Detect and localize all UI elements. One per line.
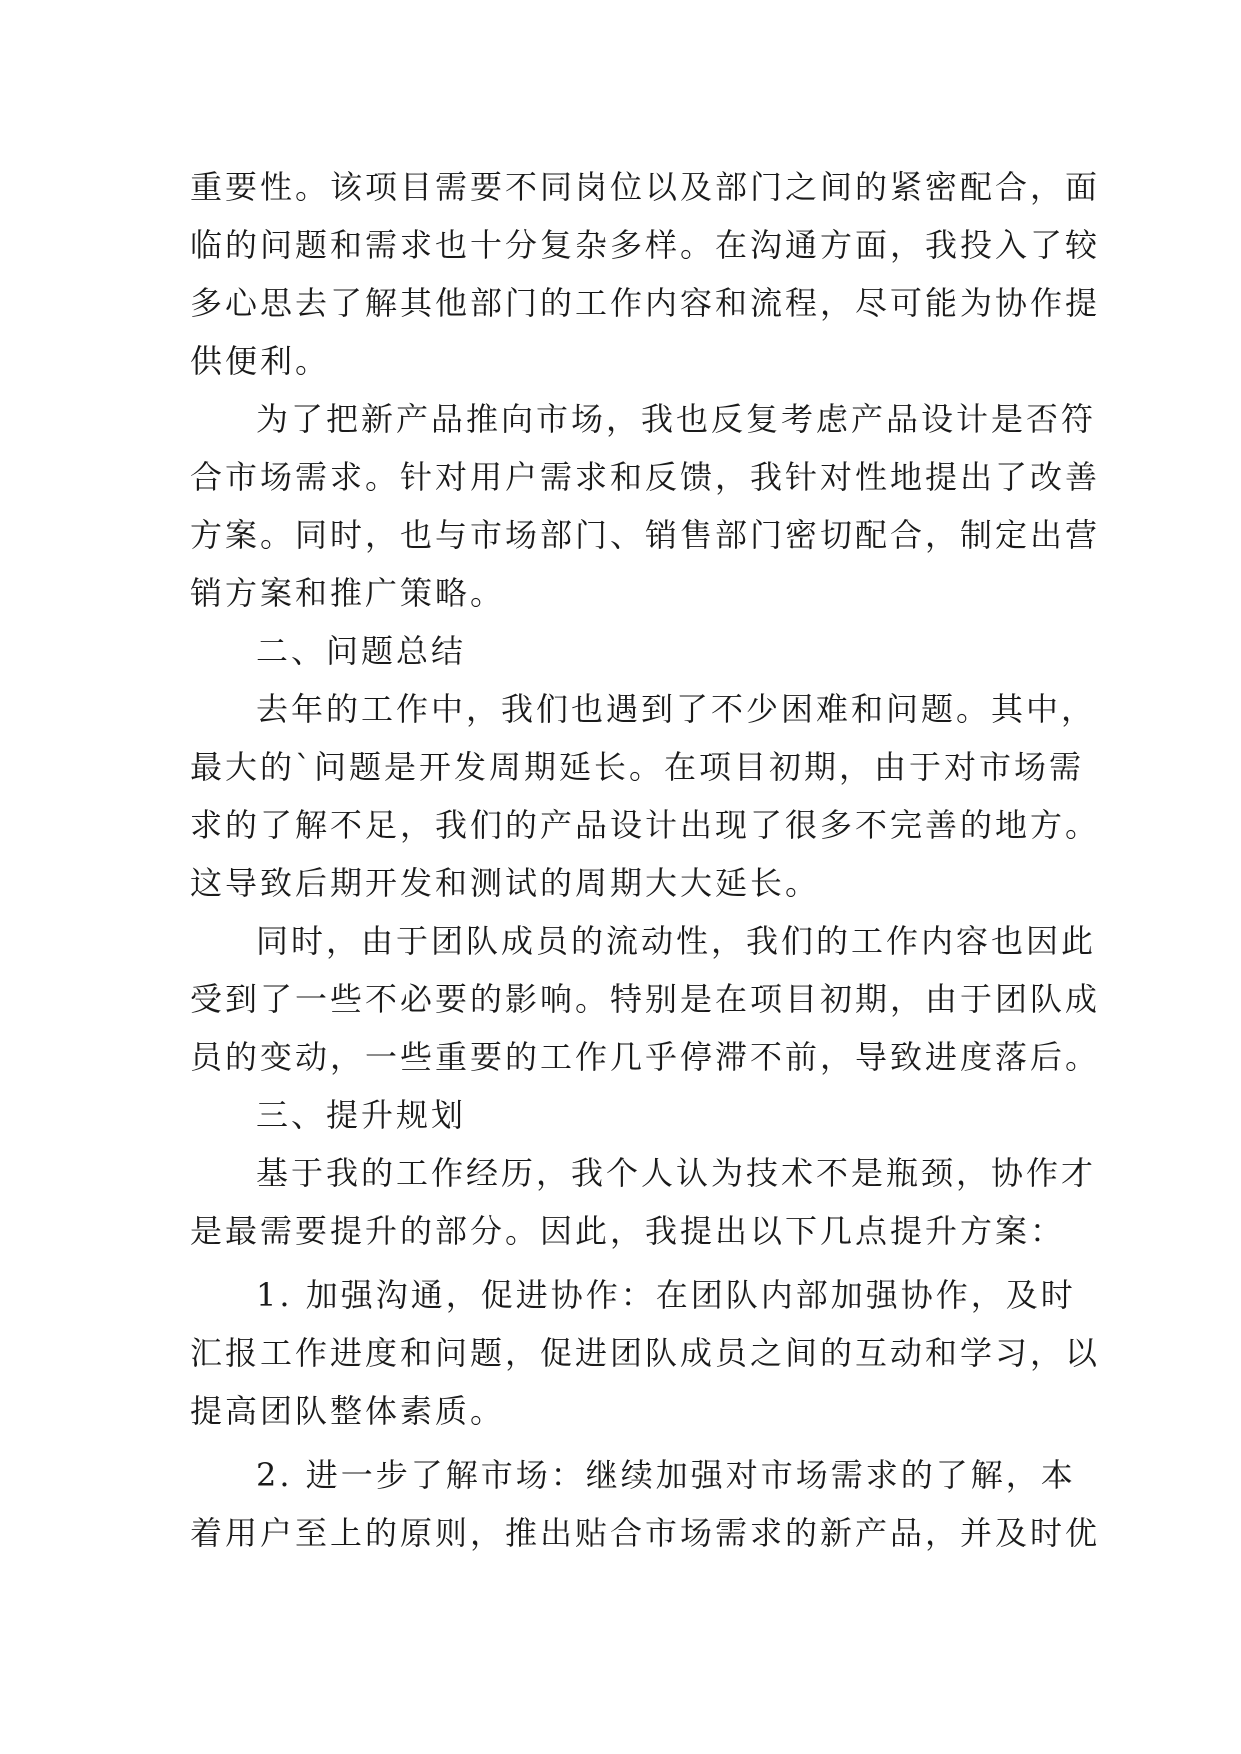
text-line: 提高团队整体素质。 <box>190 1392 506 1430</box>
section-heading: 二、问题总结 <box>256 632 467 670</box>
text-line: 是最需要提升的部分。因此，我提出以下几点提升方案： <box>190 1212 1066 1250</box>
text-line: 员的变动，一些重要的工作几乎停滞不前，导致进度落后。 <box>190 1038 1101 1076</box>
text-line: 受到了一些不必要的影响。特别是在项目初期，由于团队成 <box>190 980 1101 1018</box>
text-line: 这导致后期开发和测试的周期大大延长。 <box>190 864 821 902</box>
document-body <box>190 158 1101 1562</box>
text-line: 销方案和推广策略。 <box>190 574 506 612</box>
paragraph-start-line: 基于我的工作经历，我个人认为技术不是瓶颈，协作才 <box>256 1154 1097 1192</box>
text-line: 供便利。 <box>190 342 331 380</box>
text-line: 合市场需求。针对用户需求和反馈，我针对性地提出了改善 <box>190 458 1101 496</box>
text-line: 汇报工作进度和问题，促进团队成员之间的互动和学习，以 <box>190 1334 1101 1372</box>
paragraph-start-line: 同时，由于团队成员的流动性，我们的工作内容也因此 <box>256 922 1097 960</box>
text-line: 求的了解不足，我们的产品设计出现了很多不完善的地方。 <box>190 806 1101 844</box>
section-heading: 三、提升规划 <box>256 1096 467 1134</box>
paragraph-start-line: 为了把新产品推向市场，我也反复考虑产品设计是否符 <box>256 400 1097 438</box>
text-line: 重要性。该项目需要不同岗位以及部门之间的紧密配合，面 <box>190 168 1101 206</box>
list-item-start-line: 1. 加强沟通，促进协作：在团队内部加强协作，及时 <box>256 1276 1076 1314</box>
list-item-start-line: 2. 进一步了解市场：继续加强对市场需求的了解，本 <box>256 1456 1076 1494</box>
text-line: 临的问题和需求也十分复杂多样。在沟通方面，我投入了较 <box>190 226 1101 264</box>
paragraph-start-line: 去年的工作中，我们也遇到了不少困难和问题。其中， <box>256 690 1097 728</box>
text-line: 多心思去了解其他部门的工作内容和流程，尽可能为协作提 <box>190 284 1101 322</box>
text-line: 着用户至上的原则，推出贴合市场需求的新产品，并及时优 <box>190 1514 1101 1552</box>
text-line: 最大的`问题是开发周期延长。在项目初期，由于对市场需 <box>190 748 1085 786</box>
text-line: 方案。同时，也与市场部门、销售部门密切配合，制定出营 <box>190 516 1101 554</box>
